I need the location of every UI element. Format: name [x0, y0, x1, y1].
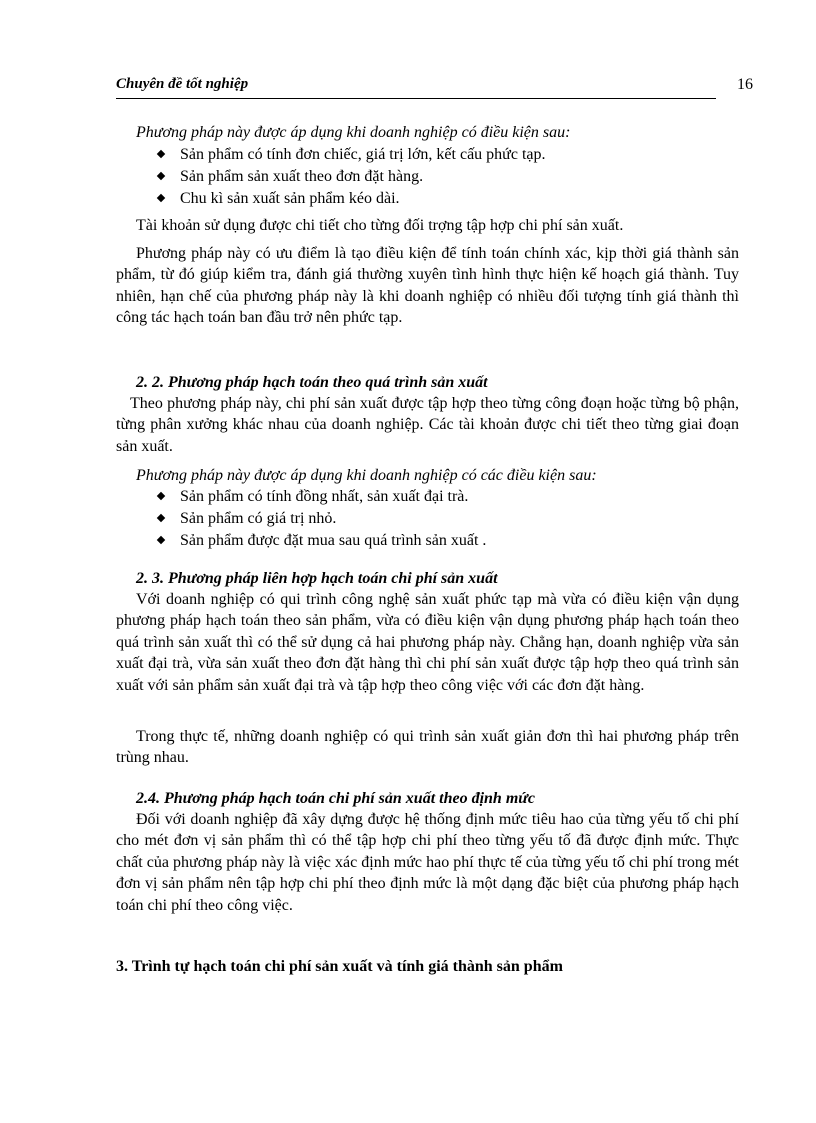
list-item: Sản phẩm có tính đơn chiếc, giá trị lớn, kết cấu phức tạp. — [116, 144, 736, 166]
section-2-4-paragraph: Đối với doanh nghiệp đã xây dựng được hệ thống định mức tiêu hao của từng yếu tố chi phí cho mét đơn vị sản phẩm thì có thể tập hợp chi phí theo từng yếu tố đã được định mức. Thực chất của phương pháp này là việc xác định mức hao phí thực tế của từng yếu tố chi phí trong mét đơn vị sản phẩm nên tập hợp chi phí theo định mức là một dạng đặc biệt của phương pháp hạch toán chi phí theo công việc. — [116, 811, 739, 914]
diamond-bullet-icon — [157, 172, 165, 180]
diamond-bullet-icon — [157, 150, 165, 158]
page-number: 16 — [737, 76, 753, 93]
section-2-3-heading: 2. 3. Phương pháp liên hợp hạch toán chi phí sản xuất — [136, 570, 498, 587]
list-item: Sản phẩm có giá trị nhỏ. — [116, 508, 736, 530]
diamond-bullet-icon — [157, 514, 165, 522]
intro-condition-line: Phương pháp này được áp dụng khi doanh nghiệp có điều kiện sau: — [136, 124, 571, 141]
advantage-paragraph: Phương pháp này có ưu điểm là tạo điều kiện để tính toán chính xác, kịp thời giá thành sản phẩm, từ đó giúp kiểm tra, đánh giá thường xuyên tình hình thực hiện kế hoạch giá thành. Tuy nhiên, hạn chế của phương pháp này là khi doanh nghiệp có nhiều đối tượng tính giá thành thì công tác hạch toán ban đầu trở nên phức tạp. — [116, 245, 739, 327]
section-2-2-heading: 2. 2. Phương pháp hạch toán theo quá trình sản xuất — [136, 374, 488, 391]
section-2-3-paragraph-2: Trong thực tế, những doanh nghiệp có qui trình sản xuất giản đơn thì hai phương pháp trên trùng nhau. — [116, 728, 739, 767]
intro-bullet-list — [116, 144, 736, 210]
header-title: Chuyên đề tốt nghiệp — [116, 76, 249, 92]
diamond-bullet-icon — [157, 492, 165, 500]
section-2-3-paragraph: Với doanh nghiệp có qui trình công nghệ sản xuất phức tạp mà vừa có điều kiện vận dụng phương pháp hạch toán theo sản phẩm, vừa có điều kiện vận dụng phương pháp hạch toán theo quá trình sản xuất thì có thể sử dụng cả hai phương pháp này. Chẳng hạn, doanh nghiệp vừa sản xuất đại trà, vừa sản xuất theo đơn đặt hàng thì chi phí sản xuất được tập hợp theo quá trình sản xuất với sản phẩm sản xuất đại trà và tập hợp theo công việc với các đơn đặt hàng. — [116, 591, 739, 694]
diamond-bullet-icon — [157, 194, 165, 202]
diamond-bullet-icon — [157, 536, 165, 544]
section-3-heading: 3. Trình tự hạch toán chi phí sản xuất và tính giá thành sản phẩm — [116, 958, 563, 975]
section-2-2-paragraph: Theo phương pháp này, chi phí sản xuất được tập hợp theo từng công đoạn hoặc từng bộ phận, từng phân xưởng khác nhau của doanh nghiệp. Các tài khoản được chi tiết theo từng giai đoạn sản xuất. — [116, 395, 739, 455]
list-item: Sản phẩm có tính đồng nhất, sản xuất đại trà. — [116, 486, 736, 508]
account-line: Tài khoản sử dụng được chi tiết cho từng đối trợng tập hợp chi phí sản xuất. — [136, 217, 624, 234]
list-item: Sản phẩm sản xuất theo đơn đặt hàng. — [116, 166, 736, 188]
page-header — [116, 76, 716, 99]
section-2-2-condition-line: Phương pháp này được áp dụng khi doanh nghiệp có các điều kiện sau: — [136, 467, 597, 484]
section-2-2-bullet-list — [116, 486, 736, 552]
list-item: Chu kì sản xuất sản phẩm kéo dài. — [116, 188, 736, 210]
section-2-4-heading: 2.4. Phương pháp hạch toán chi phí sản xuất theo định mức — [136, 790, 535, 807]
list-item: Sản phẩm được đặt mua sau quá trình sản xuất . — [116, 530, 736, 552]
